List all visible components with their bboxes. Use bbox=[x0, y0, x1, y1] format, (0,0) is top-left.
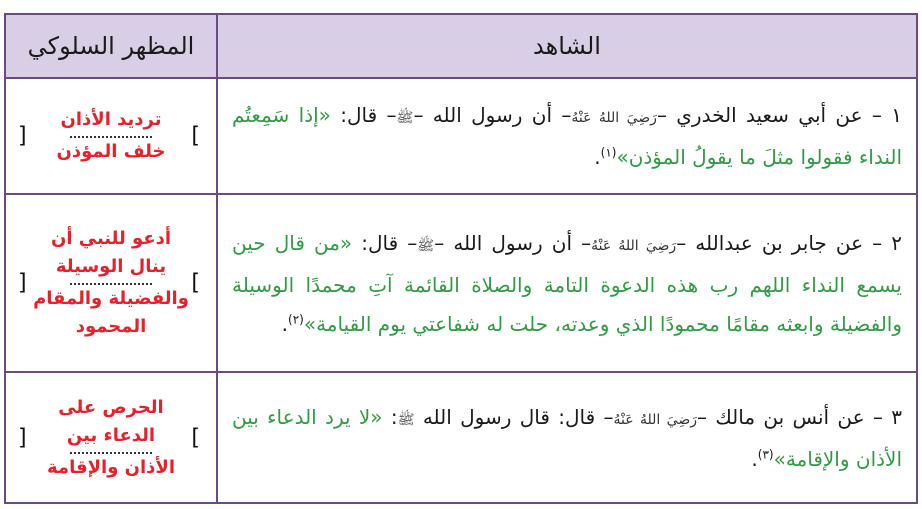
honorific: ﷺ bbox=[396, 110, 414, 127]
close-bracket: [ bbox=[18, 270, 27, 296]
witness-cell bbox=[217, 194, 917, 373]
footnote-ref: (١) bbox=[600, 145, 617, 160]
behavior-cell bbox=[5, 194, 217, 373]
hadith-quote: «إذا سَمِعتُم النداء فقولوا مثلَ ما يقولُ المؤذن» bbox=[232, 103, 902, 170]
honorific: ﷺ bbox=[417, 238, 435, 255]
table-row bbox=[5, 194, 917, 373]
behavior-text: ينال الوسيلة bbox=[55, 256, 167, 278]
hadith-mid: – قال: قال رسول الله bbox=[414, 405, 614, 430]
open-bracket: ] bbox=[191, 425, 200, 451]
table-row bbox=[5, 78, 917, 193]
behavior-cell bbox=[5, 372, 217, 503]
hadith-quote: «لا يرد الدعاء بين الأذان والإقامة» bbox=[232, 405, 902, 472]
hadith-tail: . bbox=[281, 312, 289, 337]
close-bracket: [ bbox=[18, 425, 27, 451]
hadith-mid: – قال: bbox=[330, 103, 397, 128]
hadith-table bbox=[4, 13, 918, 504]
hadith-tail: . bbox=[751, 447, 758, 472]
hadith-mid: – أن رسول الله – bbox=[413, 103, 572, 128]
behavior-text: الدعاء بين bbox=[66, 424, 156, 446]
behavior-text: أدعو للنبي أن bbox=[50, 228, 172, 250]
behavior-text: الأذان والإقامة bbox=[47, 456, 175, 478]
footnote-ref: (٢) bbox=[288, 312, 304, 327]
witness-column-header: الشاهد bbox=[217, 14, 917, 78]
table-header-row bbox=[5, 14, 917, 78]
honorific: رَضِيَ اللهُ عَنْهُ bbox=[571, 110, 657, 127]
honorific: رَضِيَ اللهُ عَنْهُ bbox=[613, 412, 697, 429]
behavior-text: الحرص على bbox=[58, 396, 164, 418]
hadith-mid: : bbox=[382, 405, 398, 430]
close-bracket: [ bbox=[18, 123, 27, 149]
behavior-column-header: المظهر السلوكي bbox=[5, 14, 217, 78]
hadith-mid: – أن رسول الله – bbox=[434, 231, 592, 256]
behavior-text: خلف المؤذن bbox=[56, 140, 166, 162]
hadith-lead: ١ – عن أبي سعيد الخدري – bbox=[656, 103, 903, 128]
honorific: ﷺ bbox=[397, 412, 415, 429]
hadith-lead: ٣ – عن أنس بن مالك – bbox=[697, 405, 902, 430]
behavior-cell bbox=[5, 78, 217, 193]
honorific: رَضِيَ اللهُ عَنْهُ bbox=[591, 238, 677, 255]
hadith-lead: ٢ – عن جابر بن عبدالله – bbox=[676, 231, 902, 256]
hadith-tail: . bbox=[594, 145, 601, 170]
table-row bbox=[5, 372, 917, 503]
footnote-ref: (٣) bbox=[757, 447, 774, 462]
witness-cell bbox=[217, 78, 917, 193]
open-bracket: ] bbox=[191, 270, 200, 296]
hadith-mid: – قال: bbox=[352, 231, 418, 256]
behavior-text: والفضيلة والمقام bbox=[33, 288, 189, 310]
hadith-quote: «من قال حين يسمع النداء اللهم رب هذه الدعوة التامة والصلاة القائمة آتِ محمدًا الوسيلة والفضيلة وابعثه مقامًا محمودًا الذي وعدته، حلت له شفاعتي يوم القيامة» bbox=[232, 231, 902, 337]
open-bracket: ] bbox=[191, 123, 200, 149]
witness-cell bbox=[217, 372, 917, 503]
behavior-text: ترديد الأذان bbox=[60, 108, 162, 130]
behavior-text: المحمود bbox=[75, 316, 147, 338]
